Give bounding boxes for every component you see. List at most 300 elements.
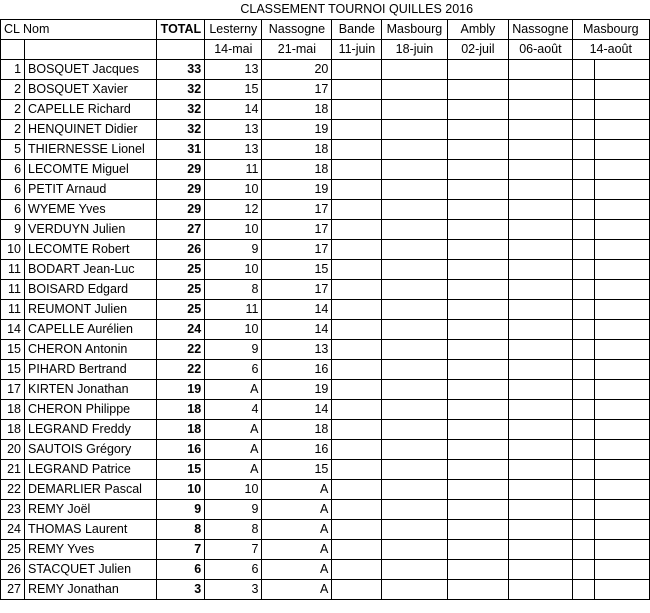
rank-cell[interactable]: 26 (1, 560, 25, 580)
empty-score-cell[interactable] (509, 420, 572, 440)
empty-score-cell[interactable] (572, 60, 595, 80)
empty-score-cell[interactable] (447, 360, 509, 380)
total-cell[interactable]: 22 (157, 360, 205, 380)
rank-cell[interactable]: 6 (1, 160, 25, 180)
empty-score-cell[interactable] (572, 500, 595, 520)
score-cell[interactable]: A (262, 580, 332, 600)
score-cell[interactable]: 7 (205, 540, 262, 560)
empty-score-cell[interactable] (382, 60, 447, 80)
score-cell[interactable]: 9 (205, 500, 262, 520)
total-cell[interactable]: 9 (157, 500, 205, 520)
score-cell[interactable]: 10 (205, 180, 262, 200)
empty-score-cell[interactable] (595, 300, 650, 320)
name-cell[interactable]: THIERNESSE Lionel (25, 140, 157, 160)
empty-score-cell[interactable] (572, 580, 595, 600)
rank-cell[interactable]: 2 (1, 80, 25, 100)
empty-score-cell[interactable] (509, 120, 572, 140)
name-cell[interactable]: LECOMTE Miguel (25, 160, 157, 180)
header-date[interactable]: 11-juin (332, 40, 382, 60)
total-cell[interactable]: 16 (157, 440, 205, 460)
total-cell[interactable]: 10 (157, 480, 205, 500)
header-cl-nom[interactable]: CL Nom (1, 20, 157, 40)
name-cell[interactable]: SAUTOIS Grégory (25, 440, 157, 460)
score-cell[interactable]: 11 (205, 160, 262, 180)
empty-score-cell[interactable] (572, 320, 595, 340)
empty-score-cell[interactable] (332, 340, 382, 360)
rank-cell[interactable]: 2 (1, 120, 25, 140)
total-cell[interactable]: 29 (157, 160, 205, 180)
name-cell[interactable]: PIHARD Bertrand (25, 360, 157, 380)
empty-score-cell[interactable] (595, 60, 650, 80)
total-cell[interactable]: 18 (157, 420, 205, 440)
empty-score-cell[interactable] (595, 320, 650, 340)
empty-score-cell[interactable] (509, 180, 572, 200)
empty-score-cell[interactable] (509, 560, 572, 580)
empty-score-cell[interactable] (382, 380, 447, 400)
empty-score-cell[interactable] (509, 200, 572, 220)
score-cell[interactable]: 17 (262, 200, 332, 220)
empty-score-cell[interactable] (447, 500, 509, 520)
empty-score-cell[interactable] (382, 500, 447, 520)
score-cell[interactable]: 14 (262, 300, 332, 320)
score-cell[interactable]: 4 (205, 400, 262, 420)
total-cell[interactable]: 25 (157, 300, 205, 320)
empty-score-cell[interactable] (572, 300, 595, 320)
empty-score-cell[interactable] (382, 540, 447, 560)
empty-score-cell[interactable] (332, 460, 382, 480)
total-cell[interactable]: 6 (157, 560, 205, 580)
empty-score-cell[interactable] (595, 420, 650, 440)
name-cell[interactable]: KIRTEN Jonathan (25, 380, 157, 400)
rank-cell[interactable]: 17 (1, 380, 25, 400)
empty-score-cell[interactable] (382, 120, 447, 140)
empty-score-cell[interactable] (382, 240, 447, 260)
rank-cell[interactable]: 11 (1, 260, 25, 280)
empty-score-cell[interactable] (595, 100, 650, 120)
rank-cell[interactable]: 11 (1, 300, 25, 320)
empty-score-cell[interactable] (595, 520, 650, 540)
score-cell[interactable]: 16 (262, 440, 332, 460)
rank-cell[interactable]: 6 (1, 180, 25, 200)
empty-score-cell[interactable] (447, 160, 509, 180)
empty-score-cell[interactable] (332, 540, 382, 560)
empty-score-cell[interactable] (595, 80, 650, 100)
empty-score-cell[interactable] (332, 560, 382, 580)
total-cell[interactable]: 29 (157, 180, 205, 200)
empty-score-cell[interactable] (447, 380, 509, 400)
empty-score-cell[interactable] (509, 300, 572, 320)
total-cell[interactable]: 8 (157, 520, 205, 540)
score-cell[interactable]: 13 (205, 120, 262, 140)
empty-score-cell[interactable] (332, 160, 382, 180)
header-date[interactable]: 14-mai (205, 40, 262, 60)
score-cell[interactable]: 19 (262, 180, 332, 200)
name-cell[interactable]: CAPELLE Richard (25, 100, 157, 120)
empty-score-cell[interactable] (572, 220, 595, 240)
rank-cell[interactable]: 15 (1, 340, 25, 360)
score-cell[interactable]: 14 (205, 100, 262, 120)
empty-score-cell[interactable] (332, 320, 382, 340)
empty-score-cell[interactable] (332, 580, 382, 600)
empty-score-cell[interactable] (595, 200, 650, 220)
empty-score-cell[interactable] (382, 180, 447, 200)
empty-score-cell[interactable] (572, 180, 595, 200)
empty-score-cell[interactable] (572, 80, 595, 100)
empty-score-cell[interactable] (447, 260, 509, 280)
score-cell[interactable]: 14 (262, 400, 332, 420)
empty-score-cell[interactable] (332, 80, 382, 100)
empty-score-cell[interactable] (382, 160, 447, 180)
empty-score-cell[interactable] (572, 520, 595, 540)
empty-score-cell[interactable] (447, 340, 509, 360)
score-cell[interactable]: 8 (205, 520, 262, 540)
empty-score-cell[interactable] (382, 480, 447, 500)
empty-score-cell[interactable] (382, 100, 447, 120)
empty-score-cell[interactable] (572, 560, 595, 580)
name-cell[interactable]: DEMARLIER Pascal (25, 480, 157, 500)
rank-cell[interactable]: 24 (1, 520, 25, 540)
empty-score-cell[interactable] (572, 240, 595, 260)
rank-cell[interactable]: 20 (1, 440, 25, 460)
header-venue[interactable]: Bande (332, 20, 382, 40)
total-cell[interactable]: 25 (157, 280, 205, 300)
score-cell[interactable]: A (262, 480, 332, 500)
rank-cell[interactable]: 5 (1, 140, 25, 160)
empty-score-cell[interactable] (595, 400, 650, 420)
rank-cell[interactable]: 1 (1, 60, 25, 80)
empty-score-cell[interactable] (572, 460, 595, 480)
empty-score-cell[interactable] (595, 360, 650, 380)
score-cell[interactable]: 10 (205, 220, 262, 240)
empty-score-cell[interactable] (509, 400, 572, 420)
score-cell[interactable]: 18 (262, 160, 332, 180)
header-date[interactable]: 02-juil (447, 40, 509, 60)
empty-score-cell[interactable] (572, 200, 595, 220)
total-cell[interactable]: 15 (157, 460, 205, 480)
empty-score-cell[interactable] (572, 420, 595, 440)
empty-score-cell[interactable] (509, 320, 572, 340)
empty-score-cell[interactable] (572, 100, 595, 120)
empty-score-cell[interactable] (332, 380, 382, 400)
rank-cell[interactable]: 22 (1, 480, 25, 500)
empty-score-cell[interactable] (509, 500, 572, 520)
empty-score-cell[interactable] (447, 180, 509, 200)
name-cell[interactable]: BOISARD Edgard (25, 280, 157, 300)
header-venue[interactable]: Nassogne (509, 20, 572, 40)
name-cell[interactable]: BODART Jean-Luc (25, 260, 157, 280)
empty-score-cell[interactable] (332, 260, 382, 280)
empty-score-cell[interactable] (382, 360, 447, 380)
empty-score-cell[interactable] (447, 100, 509, 120)
empty-score-cell[interactable] (382, 220, 447, 240)
empty-score-cell[interactable] (332, 100, 382, 120)
empty-score-cell[interactable] (572, 280, 595, 300)
name-cell[interactable]: REMY Jonathan (25, 580, 157, 600)
empty-score-cell[interactable] (382, 300, 447, 320)
blank-cell[interactable] (157, 0, 205, 20)
empty-score-cell[interactable] (509, 280, 572, 300)
blank-cell[interactable] (1, 0, 25, 20)
name-cell[interactable]: CHERON Antonin (25, 340, 157, 360)
empty-score-cell[interactable] (332, 300, 382, 320)
rank-cell[interactable]: 14 (1, 320, 25, 340)
empty-score-cell[interactable] (509, 340, 572, 360)
blank-cell[interactable] (595, 0, 650, 20)
empty-score-cell[interactable] (332, 400, 382, 420)
empty-score-cell[interactable] (509, 380, 572, 400)
name-cell[interactable]: CAPELLE Aurélien (25, 320, 157, 340)
score-cell[interactable]: A (262, 540, 332, 560)
empty-score-cell[interactable] (595, 180, 650, 200)
name-cell[interactable]: REMY Yves (25, 540, 157, 560)
score-cell[interactable]: A (205, 380, 262, 400)
rank-cell[interactable]: 15 (1, 360, 25, 380)
total-cell[interactable]: 32 (157, 80, 205, 100)
empty-score-cell[interactable] (572, 480, 595, 500)
empty-score-cell[interactable] (382, 140, 447, 160)
empty-score-cell[interactable] (332, 120, 382, 140)
empty-score-cell[interactable] (447, 240, 509, 260)
empty-score-cell[interactable] (332, 520, 382, 540)
total-cell[interactable]: 27 (157, 220, 205, 240)
empty-score-cell[interactable] (447, 400, 509, 420)
empty-score-cell[interactable] (447, 540, 509, 560)
score-cell[interactable]: 16 (262, 360, 332, 380)
rank-cell[interactable]: 6 (1, 200, 25, 220)
empty-score-cell[interactable] (595, 380, 650, 400)
empty-score-cell[interactable] (332, 240, 382, 260)
empty-score-cell[interactable] (447, 300, 509, 320)
empty-score-cell[interactable] (447, 220, 509, 240)
empty-score-cell[interactable] (332, 220, 382, 240)
name-cell[interactable]: BOSQUET Jacques (25, 60, 157, 80)
score-cell[interactable]: 17 (262, 240, 332, 260)
empty-score-cell[interactable] (382, 80, 447, 100)
empty-score-cell[interactable] (572, 440, 595, 460)
total-cell[interactable]: 29 (157, 200, 205, 220)
empty-score-cell[interactable] (509, 440, 572, 460)
score-cell[interactable]: 15 (262, 460, 332, 480)
empty-score-cell[interactable] (382, 580, 447, 600)
empty-score-cell[interactable] (572, 260, 595, 280)
header-total[interactable]: TOTAL (157, 20, 205, 40)
empty-score-cell[interactable] (447, 560, 509, 580)
name-cell[interactable]: LEGRAND Freddy (25, 420, 157, 440)
empty-score-cell[interactable] (382, 440, 447, 460)
empty-score-cell[interactable] (382, 260, 447, 280)
empty-score-cell[interactable] (447, 320, 509, 340)
empty-score-cell[interactable] (509, 260, 572, 280)
score-cell[interactable]: 10 (205, 320, 262, 340)
blank-cell[interactable] (509, 0, 572, 20)
name-cell[interactable]: STACQUET Julien (25, 560, 157, 580)
empty-score-cell[interactable] (509, 520, 572, 540)
blank-cell[interactable] (25, 40, 157, 60)
empty-score-cell[interactable] (447, 200, 509, 220)
empty-score-cell[interactable] (447, 280, 509, 300)
header-date[interactable]: 18-juin (382, 40, 447, 60)
header-venue[interactable]: Masbourg (572, 20, 649, 40)
score-cell[interactable]: 9 (205, 340, 262, 360)
score-cell[interactable]: 6 (205, 560, 262, 580)
rank-cell[interactable]: 18 (1, 420, 25, 440)
empty-score-cell[interactable] (509, 80, 572, 100)
total-cell[interactable]: 3 (157, 580, 205, 600)
score-cell[interactable]: 19 (262, 380, 332, 400)
header-venue[interactable]: Ambly (447, 20, 509, 40)
score-cell[interactable]: 20 (262, 60, 332, 80)
empty-score-cell[interactable] (572, 120, 595, 140)
name-cell[interactable]: CHERON Philippe (25, 400, 157, 420)
blank-cell[interactable] (157, 40, 205, 60)
total-cell[interactable]: 24 (157, 320, 205, 340)
header-date[interactable]: 14-août (572, 40, 649, 60)
empty-score-cell[interactable] (572, 140, 595, 160)
empty-score-cell[interactable] (332, 280, 382, 300)
empty-score-cell[interactable] (447, 440, 509, 460)
empty-score-cell[interactable] (595, 260, 650, 280)
empty-score-cell[interactable] (572, 360, 595, 380)
empty-score-cell[interactable] (595, 220, 650, 240)
rank-cell[interactable]: 23 (1, 500, 25, 520)
empty-score-cell[interactable] (595, 480, 650, 500)
total-cell[interactable]: 18 (157, 400, 205, 420)
empty-score-cell[interactable] (382, 280, 447, 300)
rank-cell[interactable]: 25 (1, 540, 25, 560)
rank-cell[interactable]: 10 (1, 240, 25, 260)
empty-score-cell[interactable] (595, 440, 650, 460)
empty-score-cell[interactable] (572, 380, 595, 400)
empty-score-cell[interactable] (595, 560, 650, 580)
score-cell[interactable]: 19 (262, 120, 332, 140)
name-cell[interactable]: PETIT Arnaud (25, 180, 157, 200)
rank-cell[interactable]: 21 (1, 460, 25, 480)
empty-score-cell[interactable] (595, 580, 650, 600)
name-cell[interactable]: VERDUYN Julien (25, 220, 157, 240)
header-venue[interactable]: Lesterny (205, 20, 262, 40)
blank-cell[interactable] (25, 0, 157, 20)
score-cell[interactable]: 18 (262, 420, 332, 440)
score-cell[interactable]: 3 (205, 580, 262, 600)
score-cell[interactable]: 13 (262, 340, 332, 360)
score-cell[interactable]: 17 (262, 80, 332, 100)
score-cell[interactable]: 10 (205, 260, 262, 280)
score-cell[interactable]: 18 (262, 100, 332, 120)
score-cell[interactable]: A (205, 460, 262, 480)
empty-score-cell[interactable] (509, 480, 572, 500)
total-cell[interactable]: 19 (157, 380, 205, 400)
rank-cell[interactable]: 2 (1, 100, 25, 120)
score-cell[interactable]: 10 (205, 480, 262, 500)
empty-score-cell[interactable] (509, 460, 572, 480)
empty-score-cell[interactable] (332, 140, 382, 160)
score-cell[interactable]: 12 (205, 200, 262, 220)
score-cell[interactable]: 9 (205, 240, 262, 260)
empty-score-cell[interactable] (332, 180, 382, 200)
empty-score-cell[interactable] (332, 420, 382, 440)
empty-score-cell[interactable] (572, 540, 595, 560)
score-cell[interactable]: 13 (205, 60, 262, 80)
empty-score-cell[interactable] (595, 540, 650, 560)
total-cell[interactable]: 31 (157, 140, 205, 160)
empty-score-cell[interactable] (595, 460, 650, 480)
empty-score-cell[interactable] (509, 240, 572, 260)
empty-score-cell[interactable] (509, 160, 572, 180)
empty-score-cell[interactable] (382, 340, 447, 360)
empty-score-cell[interactable] (572, 400, 595, 420)
empty-score-cell[interactable] (595, 240, 650, 260)
name-cell[interactable]: THOMAS Laurent (25, 520, 157, 540)
empty-score-cell[interactable] (332, 200, 382, 220)
empty-score-cell[interactable] (509, 140, 572, 160)
name-cell[interactable]: HENQUINET Didier (25, 120, 157, 140)
empty-score-cell[interactable] (382, 520, 447, 540)
empty-score-cell[interactable] (572, 160, 595, 180)
name-cell[interactable]: REMY Joël (25, 500, 157, 520)
score-cell[interactable]: 17 (262, 220, 332, 240)
name-cell[interactable]: LECOMTE Robert (25, 240, 157, 260)
score-cell[interactable]: 6 (205, 360, 262, 380)
empty-score-cell[interactable] (382, 460, 447, 480)
rank-cell[interactable]: 11 (1, 280, 25, 300)
empty-score-cell[interactable] (332, 500, 382, 520)
empty-score-cell[interactable] (447, 60, 509, 80)
score-cell[interactable]: 15 (205, 80, 262, 100)
header-date[interactable]: 21-mai (262, 40, 332, 60)
empty-score-cell[interactable] (595, 280, 650, 300)
total-cell[interactable]: 32 (157, 120, 205, 140)
header-venue[interactable]: Nassogne (262, 20, 332, 40)
name-cell[interactable]: WYEME Yves (25, 200, 157, 220)
empty-score-cell[interactable] (595, 140, 650, 160)
empty-score-cell[interactable] (447, 580, 509, 600)
empty-score-cell[interactable] (509, 220, 572, 240)
empty-score-cell[interactable] (509, 360, 572, 380)
score-cell[interactable]: A (205, 420, 262, 440)
header-date[interactable]: 06-août (509, 40, 572, 60)
score-cell[interactable]: 11 (205, 300, 262, 320)
empty-score-cell[interactable] (447, 420, 509, 440)
total-cell[interactable]: 32 (157, 100, 205, 120)
name-cell[interactable]: REUMONT Julien (25, 300, 157, 320)
total-cell[interactable]: 33 (157, 60, 205, 80)
total-cell[interactable]: 7 (157, 540, 205, 560)
sheet-title[interactable]: CLASSEMENT TOURNOI QUILLES 2016 (240, 2, 474, 16)
empty-score-cell[interactable] (447, 120, 509, 140)
empty-score-cell[interactable] (595, 340, 650, 360)
header-venue[interactable]: Masbourg (382, 20, 447, 40)
score-cell[interactable]: 15 (262, 260, 332, 280)
rank-cell[interactable]: 9 (1, 220, 25, 240)
empty-score-cell[interactable] (509, 540, 572, 560)
empty-score-cell[interactable] (332, 360, 382, 380)
empty-score-cell[interactable] (595, 160, 650, 180)
total-cell[interactable]: 25 (157, 260, 205, 280)
total-cell[interactable]: 26 (157, 240, 205, 260)
empty-score-cell[interactable] (447, 80, 509, 100)
empty-score-cell[interactable] (447, 140, 509, 160)
empty-score-cell[interactable] (572, 340, 595, 360)
name-cell[interactable]: LEGRAND Patrice (25, 460, 157, 480)
score-cell[interactable]: 13 (205, 140, 262, 160)
empty-score-cell[interactable] (595, 500, 650, 520)
total-cell[interactable]: 22 (157, 340, 205, 360)
empty-score-cell[interactable] (382, 400, 447, 420)
score-cell[interactable]: 17 (262, 280, 332, 300)
empty-score-cell[interactable] (447, 480, 509, 500)
empty-score-cell[interactable] (509, 60, 572, 80)
empty-score-cell[interactable] (382, 320, 447, 340)
